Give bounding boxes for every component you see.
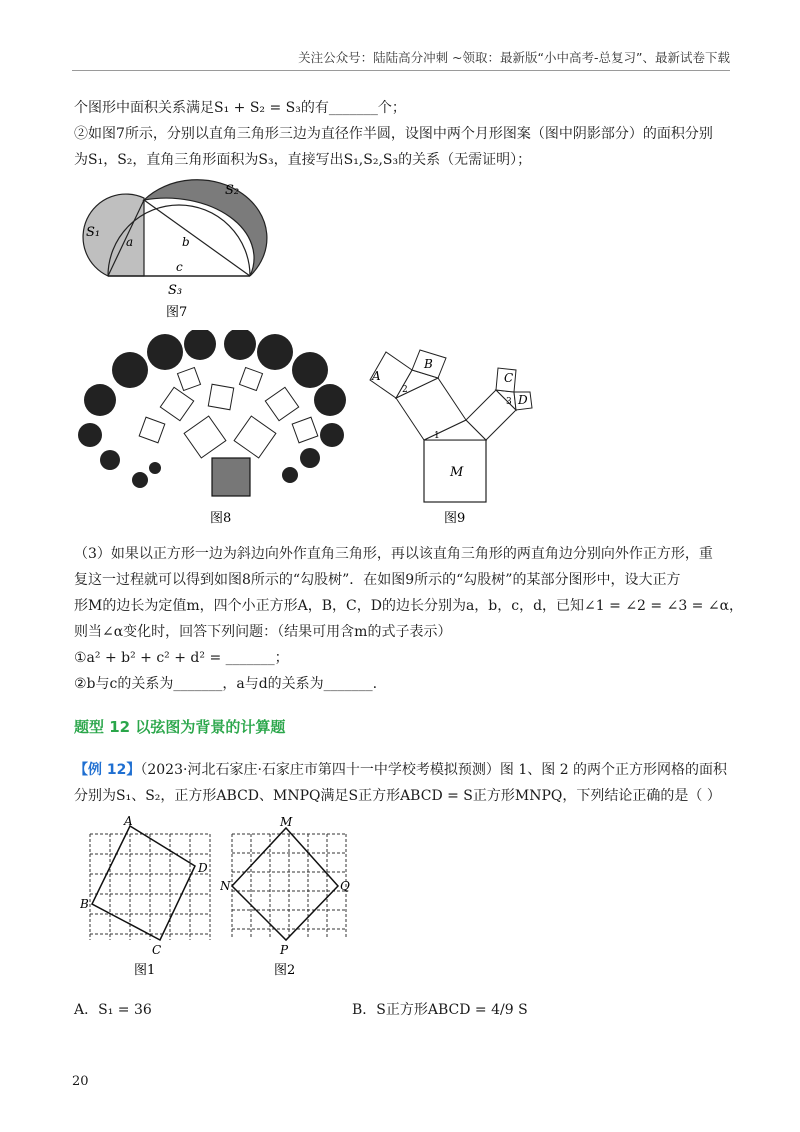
label-a: a: [126, 235, 134, 249]
label-C: C: [152, 943, 162, 957]
label-s1: S₁: [86, 225, 101, 240]
caption-fig7: 图7: [166, 305, 188, 320]
label-N: N: [220, 879, 231, 893]
label-A: A: [372, 369, 381, 383]
label-P: P: [280, 943, 289, 957]
option-b: B．S正方形ABCD = 4/9 S: [352, 1002, 528, 1018]
label-s2: S₂: [225, 183, 240, 198]
caption-fig1: 图1: [134, 963, 156, 978]
square-abcd: [92, 826, 195, 940]
tree-root-square: [212, 458, 250, 496]
angle-2: 2: [402, 385, 408, 395]
example-line-2: 分别为S₁、S₂，正方形ABCD、MNPQ满足S正方形ABCD = S正方形MNPQ，下列结论正确的是（ ）: [74, 788, 721, 804]
label-B: B: [424, 357, 433, 371]
text-line-3: 为S₁，S₂，直角三角形面积为S₃，直接写出S₁,S₂,S₃的关系（无需证明）；: [74, 152, 532, 168]
label-C: C: [504, 371, 514, 385]
figure-1-grid: [80, 814, 230, 980]
section-title: 题型 12 以弦图为背景的计算题: [74, 718, 286, 736]
angle-1: 1: [434, 431, 440, 441]
angle-3: 3: [506, 397, 512, 407]
text-line-1: 个图形中面积关系满足S₁ + S₂ = S₃的有_______个；: [74, 100, 406, 116]
caption-fig9: 图9: [444, 511, 466, 526]
para-3-line-3: 形M的边长为定值m，四个小正方形A，B，C，D的边长分别为a，b，c，d，已知∠1 = ∠2 = ∠3 = ∠α，: [74, 598, 744, 614]
page-number: 20: [72, 1074, 89, 1089]
page-header: 关注公众号：陆陆高分冲刺 ~领取：最新版“小中高考-总复习”、最新试卷下载: [298, 50, 730, 65]
label-Q: Q: [340, 879, 350, 893]
para-3-line-1: （3）如果以正方形一边为斜边向外作直角三角形，再以该直角三角形的两直角边分别向外作正方形，重: [74, 546, 713, 562]
option-a: A．S₁ = 36: [74, 1002, 152, 1018]
example-text: （2023·河北石家庄·石家庄市第四十一中学校考模拟预测）图 1、图 2 的两个正方形网格的面积: [140, 762, 728, 778]
question-1: ①a² + b² + c² + d² = _______；: [74, 650, 289, 666]
label-M: M: [450, 465, 464, 480]
label-B: B: [80, 897, 89, 911]
label-D: D: [198, 861, 208, 875]
header-rule: [72, 70, 730, 71]
label-b: b: [182, 235, 190, 249]
figure-8: [70, 330, 350, 530]
para-3-line-4: 则当∠α变化时，回答下列问题：（结果可用含m的式子表示）: [74, 624, 452, 640]
label-A: A: [124, 814, 133, 828]
caption-fig2: 图2: [274, 963, 296, 978]
example-tag: 【例 12】: [74, 762, 141, 778]
square-mnpq: [232, 828, 338, 940]
label-M: M: [280, 815, 293, 829]
para-3-line-2: 复这一过程就可以得到如图8所示的“勾股树”．在如图9所示的“勾股树”的某部分图形中，设大正方: [74, 572, 681, 588]
question-2: ②b与c的关系为_______，a与d的关系为_______.: [74, 676, 378, 692]
label-s3: S₃: [168, 283, 183, 298]
figure-2-grid: [220, 814, 370, 980]
caption-fig8: 图8: [210, 511, 232, 526]
label-D: D: [518, 393, 528, 407]
label-c: c: [176, 260, 183, 274]
text-line-2: ②如图7所示，分别以直角三角形三边为直径作半圆，设图中两个月形图案（图中阴影部分）的面积分别: [74, 126, 713, 142]
figure-7: [80, 178, 270, 324]
figure-9: [340, 330, 560, 530]
example-line-1: [74, 760, 727, 780]
